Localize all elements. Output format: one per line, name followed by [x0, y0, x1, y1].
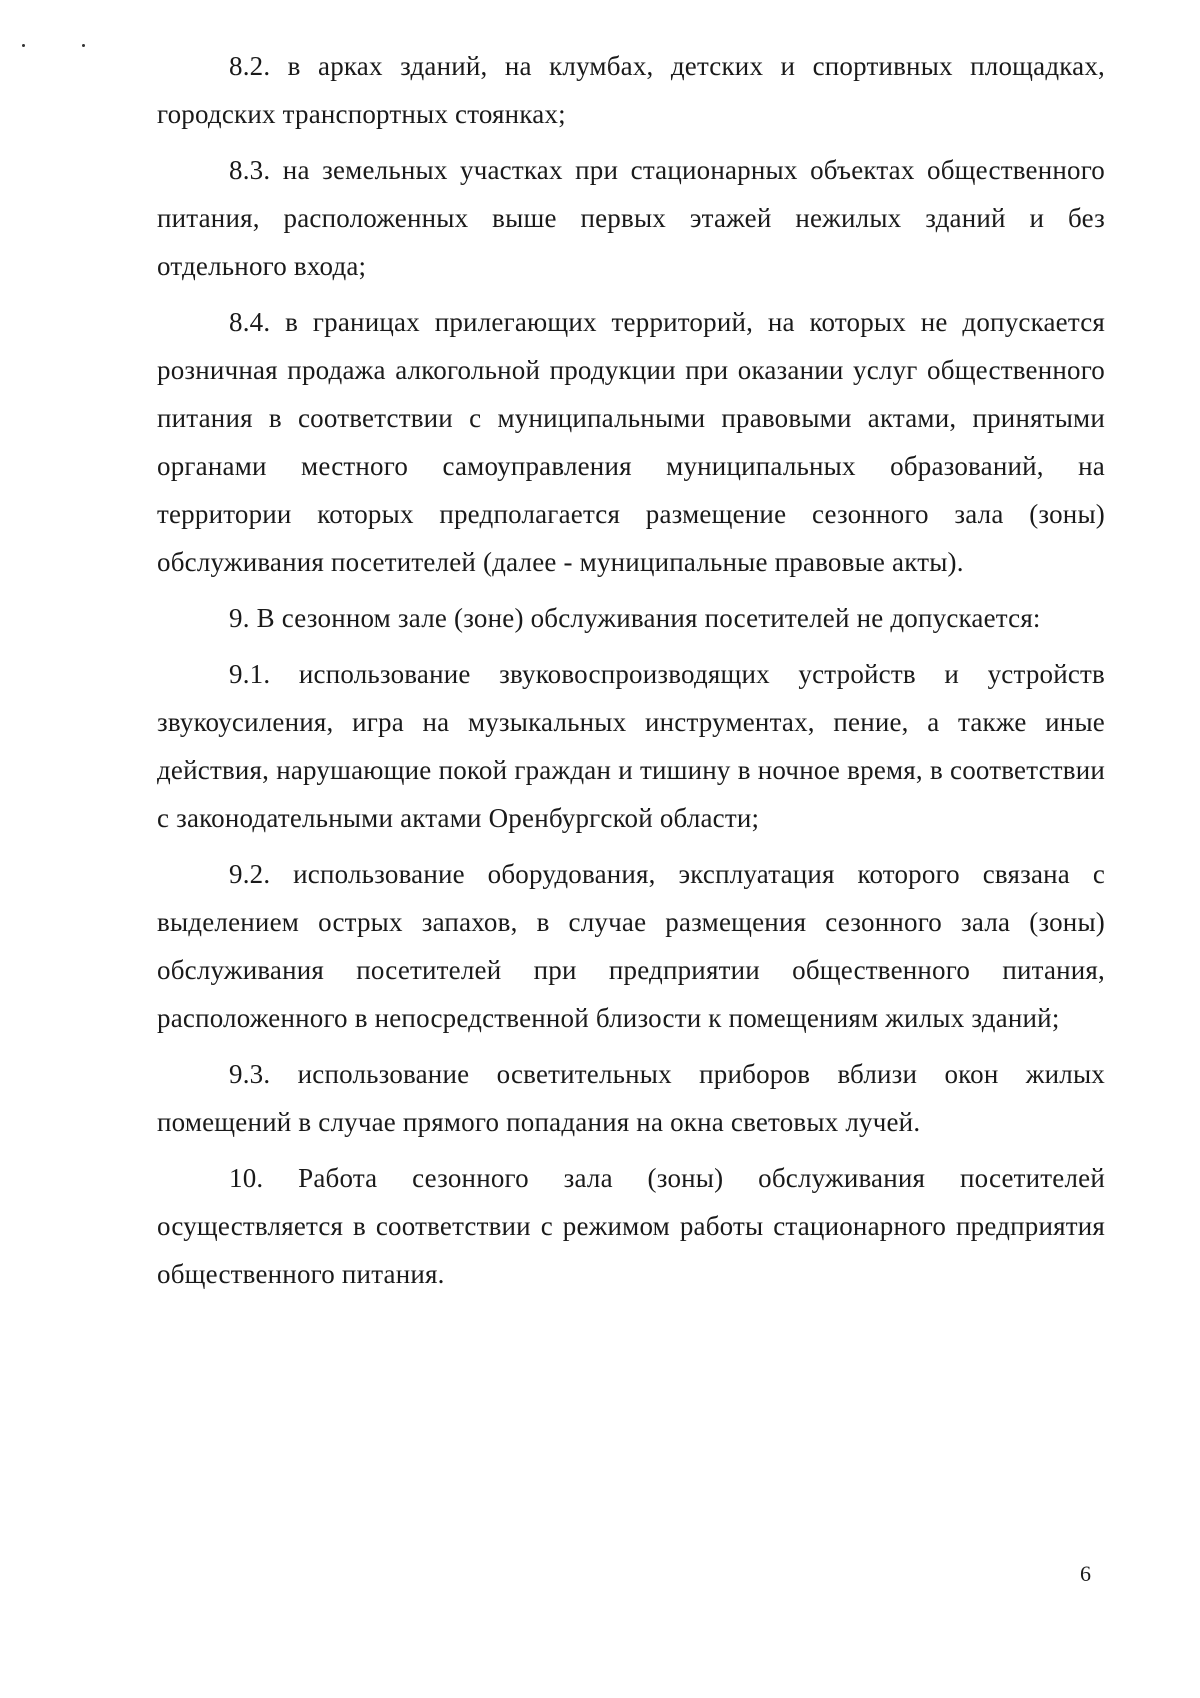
paragraph-9: 9. В сезонном зале (зоне) обслуживания посетителей не допускается: — [229, 603, 1041, 633]
paragraph-8-4: 8.4. в границах прилегающих территорий, на которых не допускается розничная продажа алкогольной продукции при оказании услуг общественного питания в соответствии с муниципальными правовыми актами, принятыми органами местного самоуправления муниципальных образований, на территории которых предполагается размещение сезонного зала (зоны) обслуживания посетителей (далее - муниципальные правовые акты). — [157, 307, 1105, 577]
paragraph-8-2: 8.2. в арках зданий, на клумбах, детских и спортивных площадках, городских транспортных стоянках; — [157, 51, 1105, 129]
paragraph-8-3: 8.3. на земельных участках при стационарных объектах общественного питания, расположенных выше первых этажей нежилых зданий и без отдельного входа; — [157, 155, 1105, 281]
paragraph-9-2: 9.2. использование оборудования, эксплуатация которого связана с выделением острых запахов, в случае размещения сезонного зала (зоны) обслуживания посетителей при предприятии общественного питания, расположенного в непосредственной близости к помещениям жилых зданий; — [157, 859, 1105, 1033]
paragraph-9-1: 9.1. использование звуковоспроизводящих устройств и устройств звукоусиления, игра на музыкальных инструментах, пение, а также иные действия, нарушающие покой граждан и тишину в ночное время, в соответствии с законодательными актами Оренбургской области; — [157, 659, 1105, 833]
paragraph-10: 10. Работа сезонного зала (зоны) обслуживания посетителей осуществляется в соответствии с режимом работы стационарного предприятия общественного питания. — [157, 1163, 1105, 1289]
scan-dot — [22, 44, 25, 47]
scan-dot — [82, 44, 85, 47]
page-number: 6 — [1080, 1561, 1091, 1586]
document-body — [157, 42, 1105, 1306]
paragraph-9-3: 9.3. использование осветительных приборов вблизи окон жилых помещений в случае прямого попадания на окна световых лучей. — [157, 1059, 1105, 1137]
